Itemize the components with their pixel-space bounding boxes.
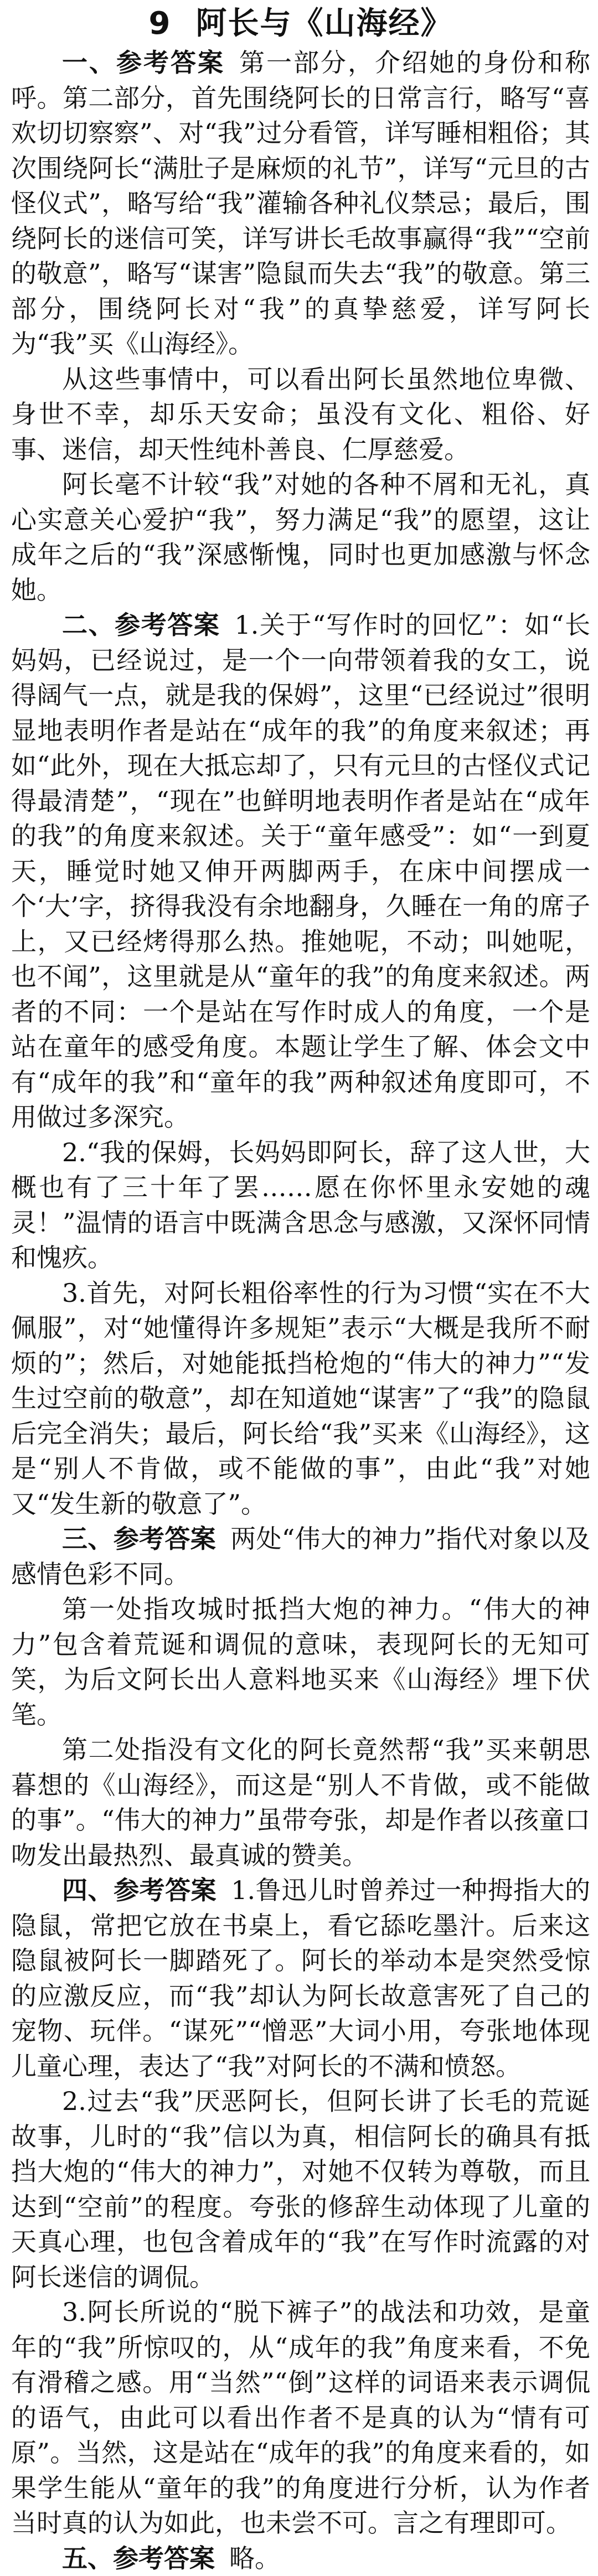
answer-paragraph: 2.过去“我”厌恶阿长，但阿长讲了长毛的荒诞故事，儿时的“我”信以为真，相信阿长的确具有抵挡大炮的“伟大的神力”，对她不仅转为尊敬，而且达到“空前”的程度。夸张的修辞生动体现了儿童的天真心理，也包含着成年的“我”在写作时流露的对阿长迷信的调侃。 (11, 2084, 590, 2295)
answer-paragraph (11, 1873, 590, 2084)
answer-paragraph (11, 2541, 590, 2576)
section-label: 二、参考答案 (62, 610, 220, 640)
paragraph-text: 第一部分，介绍她的身份和称呼。第二部分，首先围绕阿长的日常言行，略写“喜欢切切察察”、对“我”过分看管，详写睡相粗俗；其次围绕阿长“满肚子是麻烦的礼节”，详写“元旦的古怪仪式”，略写给“我”灌输各种礼仪禁忌；最后，围绕阿长的迷信可笑，详写讲长毛故事赢得“我”“空前的敬意”，略写“谋害”隐鼠而失去“我”的敬意。第三部分，围绕阿长对“我”的真挚慈爱，详写阿长为“我”买《山海经》。 (11, 48, 590, 359)
paragraph-text: 两处“伟大的神力”指代对象以及感情色彩不同。 (11, 1524, 590, 1589)
answer-paragraph: 2.“我的保姆，长妈妈即阿长，辞了这人世，大概也有了三十年了罢……愿在你怀里永安她的魂灵！”温情的语言中既满含思念与感激，又深怀同情和愧疚。 (11, 1135, 590, 1276)
section-label: 四、参考答案 (62, 1875, 216, 1905)
section-label: 五、参考答案 (62, 2543, 215, 2573)
answer-paragraph: 阿长毫不计较“我”对她的各种不屑和无礼，真心实意关心爱护“我”，努力满足“我”的愿望，这让成年之后的“我”深感惭愧，同时也更加感激与怀念她。 (11, 467, 590, 608)
answer-paragraph: 第二处指没有文化的阿长竟然帮“我”买来朝思暮想的《山海经》，而这是“别人不肯做，或不能做的事”。“伟大的神力”虽带夸张，却是作者以孩童口吻发出最热烈、最真诚的赞美。 (11, 1732, 590, 1873)
paragraph-text: 略。 (229, 2543, 280, 2573)
answer-section-1 (11, 45, 590, 608)
answer-paragraph: 第一处指攻城时抵挡大炮的神力。“伟大的神力”包含着荒诞和调侃的意味，表现阿长的无知可笑，为后文阿长出人意料地买来《山海经》埋下伏笔。 (11, 1592, 590, 1732)
answer-paragraph (11, 608, 590, 1135)
answer-paragraph: 3.首先，对阿长粗俗率性的行为习惯“实在不大佩服”，对“她懂得许多规矩”表示“大概是我所不耐烦的”；然后，对她能抵挡枪炮的“伟大的神力”“发生过空前的敬意”，却在知道她“谋害”了“我”的隐鼠后完全消失；最后，阿长给“我”买来《山海经》，这是“别人不肯做，或不能做的事”，由此“我”对她又“发生新的敬意了”。 (11, 1276, 590, 1522)
page-title (11, 4, 590, 43)
answer-section-3 (11, 1522, 590, 1873)
lesson-number: 9 (149, 6, 172, 42)
answer-section-4 (11, 1873, 590, 2541)
answer-paragraph (11, 45, 590, 362)
section-label: 一、参考答案 (62, 48, 225, 77)
answer-paragraph (11, 1522, 590, 1592)
answer-paragraph: 3.阿长所说的“脱下裤子”的战法和功效，是童年的“我”所惊叹的，从“成年的我”角度来看，不免有滑稽之感。用“当然”“倒”这样的词语来表示调侃的语气，由此可以看出作者不是真的认为“情有可原”。当然，这是站在“成年的我”的角度来看的，如果学生能从“童年的我”的角度进行分析，认为作者当时真的认为如此，也未尝不可。言之有理即可。 (11, 2295, 590, 2541)
paragraph-text: 1.关于“写作时的回忆”：如“长妈妈，已经说过，是一个一向带领着我的女工，说得阔气一点，就是我的保姆”，这里“已经说过”很明显地表明作者是站在“成年的我”的角度来叙述；再如“此外，现在大抵忘却了，只有元旦的古怪仪式记得最清楚”，“现在”也鲜明地表明作者是站在“成年的我”的角度来叙述。关于“童年感受”：如“一到夏天，睡觉时她又伸开两脚两手，在床中间摆成一个‘大’字，挤得我没有余地翻身，久睡在一角的席子上，又已经烤得那么热。推她呢，不动；叫她呢，也不闻”，这里就是从“童年的我”的角度来叙述。两者的不同：一个是站在写作时成人的角度，一个是站在童年的感受角度。本题让学生了解、体会文中有“成年的我”和“童年的我”两种叙述角度即可，不用做过多深究。 (11, 610, 590, 1132)
paragraph-text: 1.鲁迅儿时曾养过一种拇指大的隐鼠，常把它放在书桌上，看它舔吃墨汁。后来这隐鼠被阿长一脚踏死了。阿长的举动本是突然受惊的应激反应，而“我”却认为阿长故意害死了自己的宠物、玩伴。“谋死”“憎恶”大词小用，夸张地体现儿童心理，表达了“我”对阿长的不满和愤怒。 (11, 1875, 590, 2081)
lesson-title: 阿长与《山海经》 (195, 6, 452, 42)
section-label: 三、参考答案 (62, 1524, 216, 1554)
answer-section-5 (11, 2541, 590, 2576)
answer-section-2 (11, 608, 590, 1522)
answer-paragraph: 从这些事情中，可以看出阿长虽然地位卑微、身世不幸，却乐天安命；虽没有文化、粗俗、好事、迷信，却天性纯朴善良、仁厚慈爱。 (11, 362, 590, 468)
